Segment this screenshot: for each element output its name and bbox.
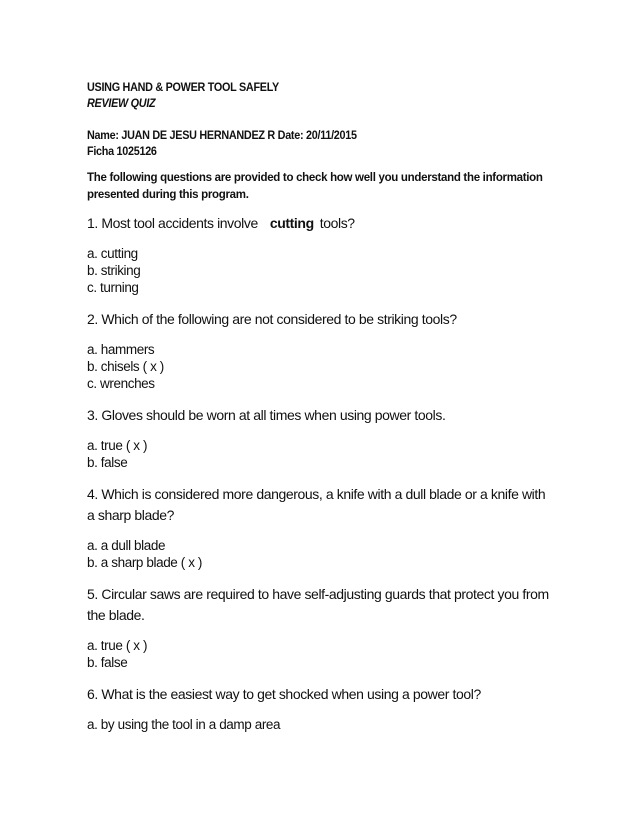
option: c. wrenches <box>87 376 155 391</box>
question-2-text: 2. Which of the following are not considered to be striking tools? <box>87 311 457 327</box>
question-5-options <box>87 637 557 671</box>
question-2-options <box>87 341 557 392</box>
intro-text: The following questions are provided to check how well you understand the information presented during this program. <box>87 172 543 201</box>
question-3 <box>87 405 557 471</box>
option: a. by using the tool in a damp area <box>87 717 281 732</box>
question-1-text-after: tools? <box>319 215 355 231</box>
option: b. false <box>87 655 128 670</box>
option: b. striking <box>87 263 141 278</box>
option: a. true ( x ) <box>87 438 148 453</box>
question-4-options <box>87 537 557 571</box>
document-content <box>87 80 557 746</box>
option: a. hammers <box>87 342 155 357</box>
question-6-text: 6. What is the easiest way to get shocked when using a power tool? <box>87 686 481 702</box>
question-3-options <box>87 437 557 471</box>
question-1-text <box>87 213 549 234</box>
option: c. turning <box>87 280 139 295</box>
option: b. chisels ( x ) <box>87 359 164 374</box>
question-5-text: 5. Circular saws are required to have self-adjusting guards that protect you from the blade. <box>87 586 549 623</box>
option: a. true ( x ) <box>87 638 148 653</box>
document-subtitle: REVIEW QUIZ <box>87 98 156 110</box>
option: b. a sharp blade ( x ) <box>87 555 203 570</box>
question-1-text-before: 1. Most tool accidents involve <box>87 215 258 231</box>
document-title: USING HAND & POWER TOOL SAFELY <box>87 82 279 94</box>
option: a. a dull blade <box>87 538 166 553</box>
question-6 <box>87 684 557 733</box>
question-4 <box>87 484 557 571</box>
question-list <box>87 213 557 733</box>
option: b. false <box>87 455 128 470</box>
question-3-text: 3. Gloves should be worn at all times when using power tools. <box>87 407 446 423</box>
student-name-date: Name: JUAN DE JESU HERNANDEZ R Date: 20/11/2015 <box>87 130 357 142</box>
student-ficha: Ficha 1025126 <box>87 146 157 158</box>
question-6-options <box>87 716 557 733</box>
question-1-options <box>87 245 557 296</box>
question-4-text: 4. Which is considered more dangerous, a knife with a dull blade or a knife with a sharp blade? <box>87 486 546 523</box>
question-1-answer: cutting <box>269 215 314 231</box>
option: a. cutting <box>87 246 138 261</box>
question-2 <box>87 309 557 392</box>
question-5 <box>87 584 557 671</box>
question-1 <box>87 213 557 296</box>
